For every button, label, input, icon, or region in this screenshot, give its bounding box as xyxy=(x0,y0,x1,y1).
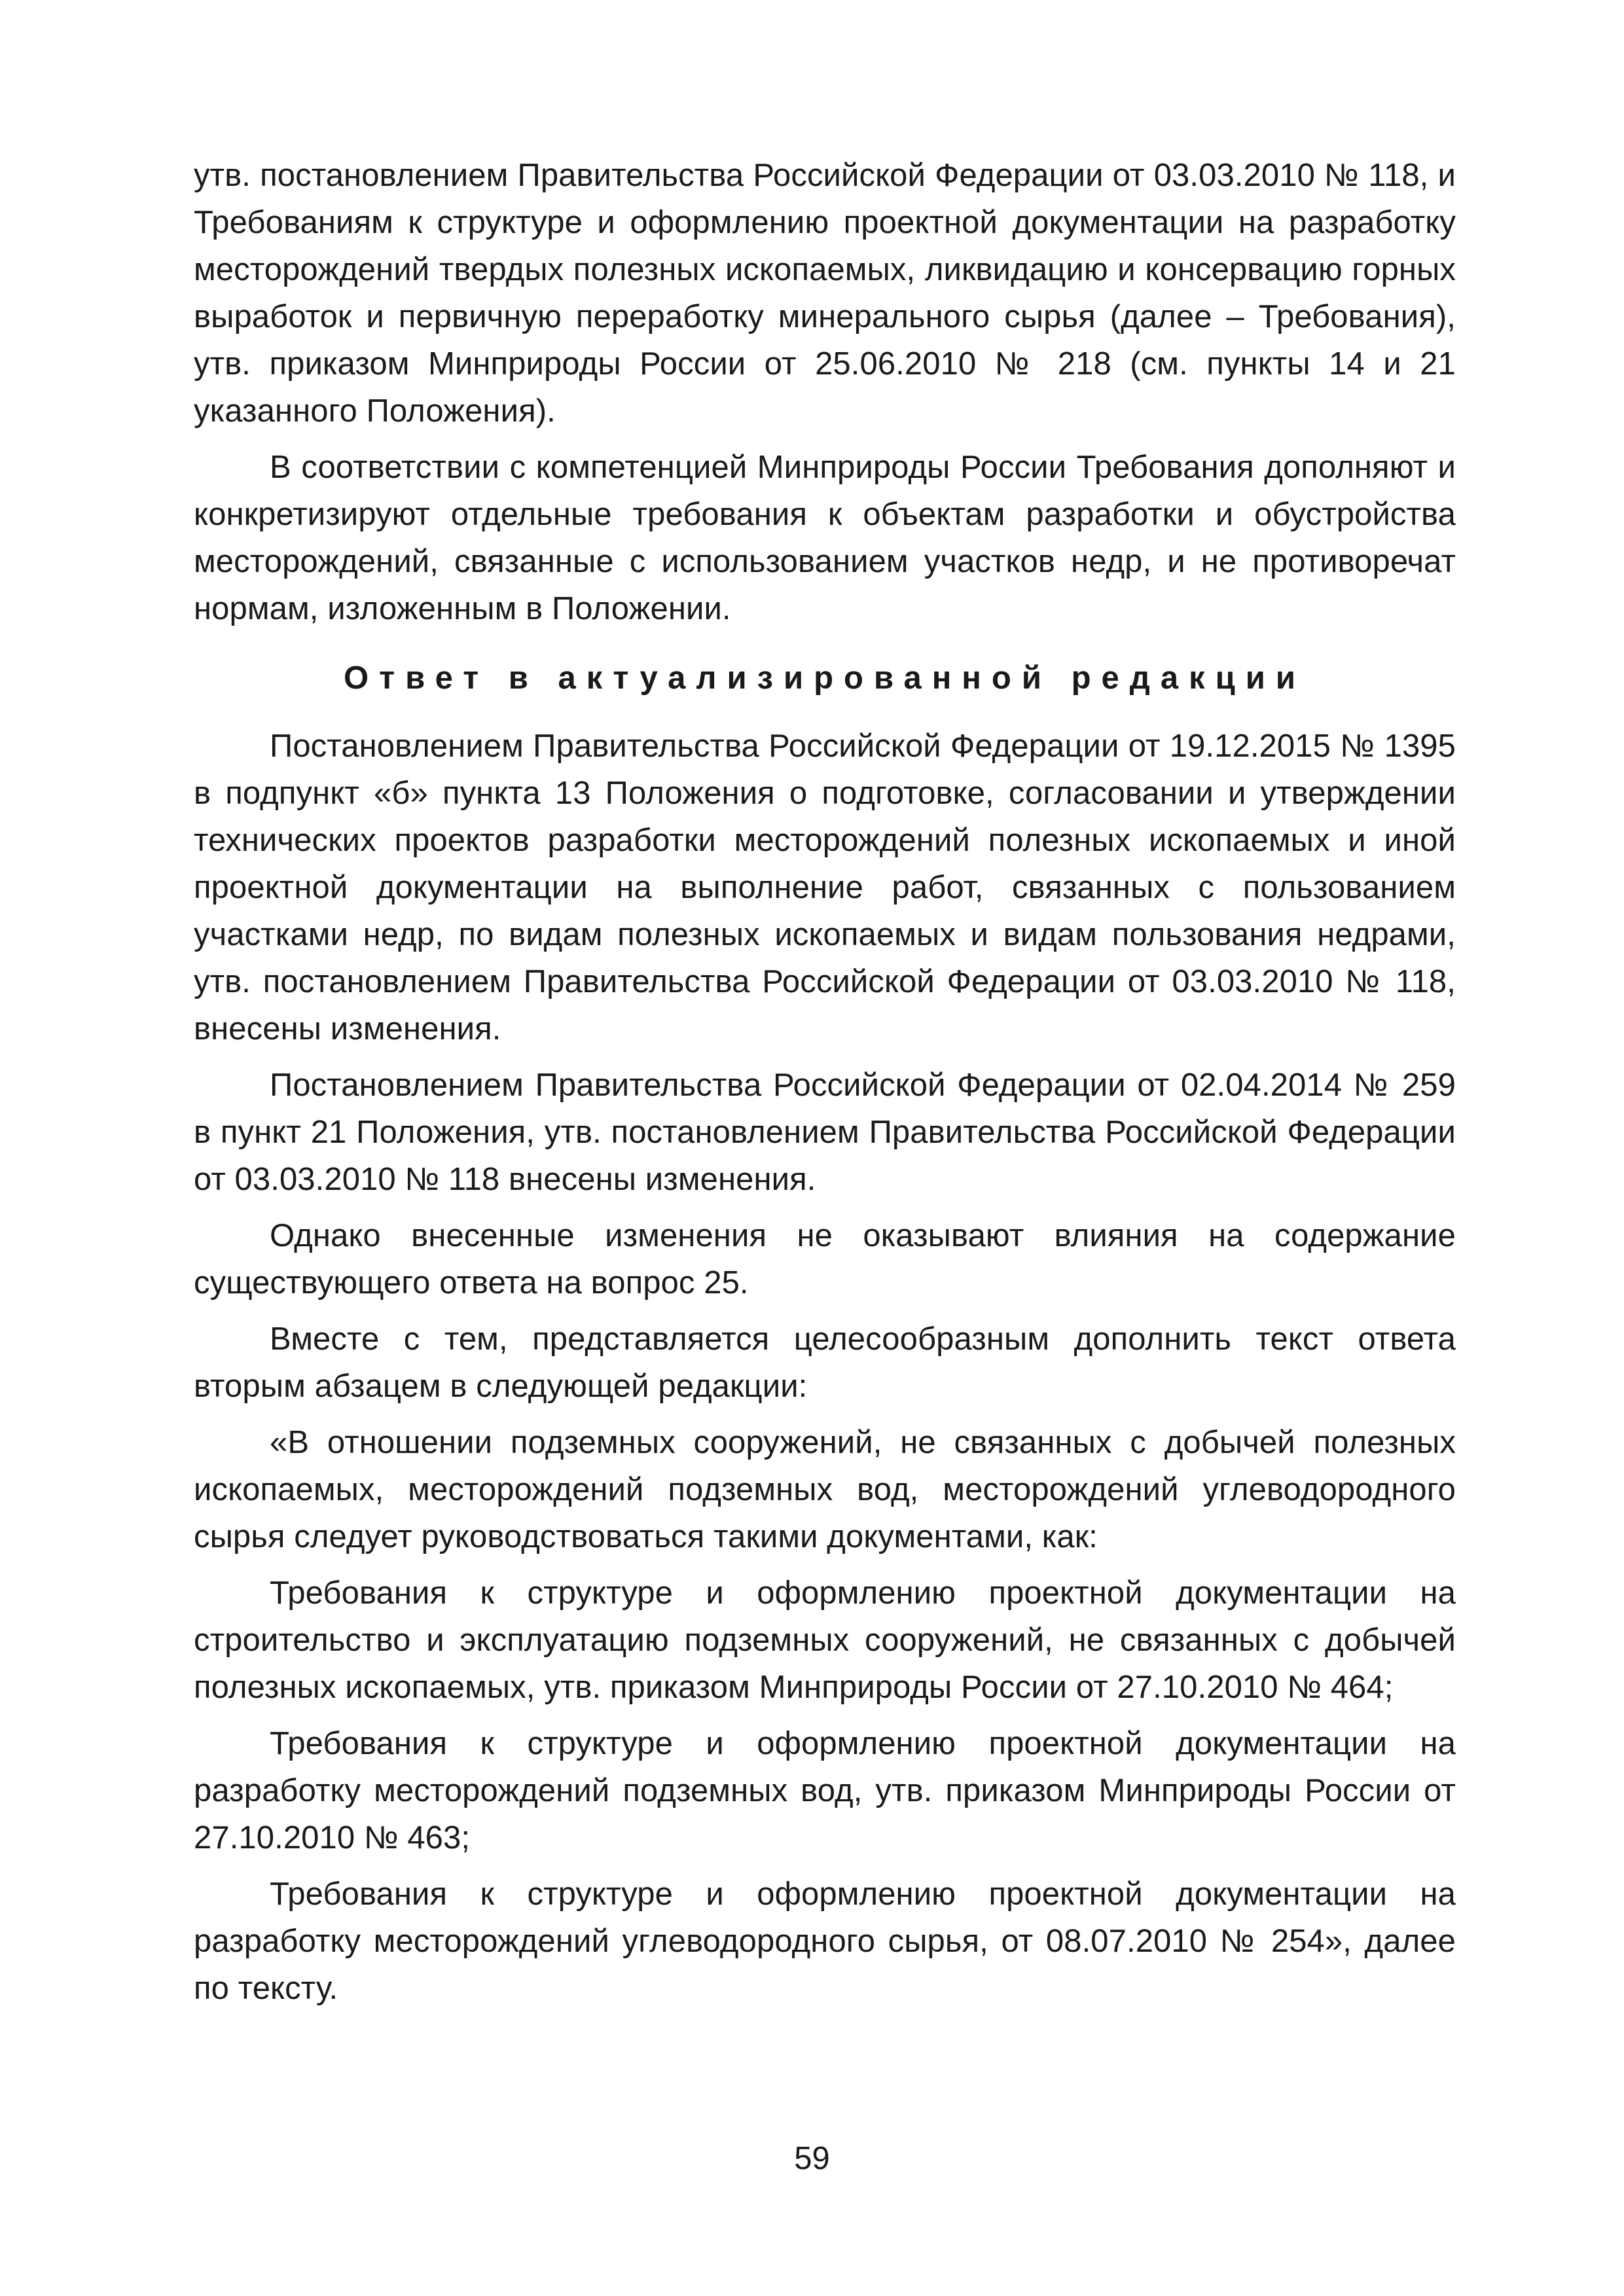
answer-paragraph: Вместе с тем, представляется целесообразным дополнить текст ответа вторым абзацем в следующей редакции: xyxy=(194,1321,1456,1404)
document-page xyxy=(194,152,1456,2021)
requirements-item: Требования к структуре и оформлению проектной документации на строительство и эксплуатацию подземных сооружений, не связанных с добычей полезных ископаемых, утв. приказом Минприроды России от 27.10.2010 № 464; xyxy=(194,1575,1456,1705)
answer-paragraph: Постановлением Правительства Российской Федерации от 02.04.2014 № 259 в пункт 21 Положения, утв. постановлением Правительства Российской Федерации от 03.03.2010 № 118 внесены изменения. xyxy=(194,1067,1456,1197)
answer-paragraph: Постановлением Правительства Российской Федерации от 19.12.2015 № 1395 в подпункт «б» пункта 13 Положения о подготовке, согласовании и утверждении технических проектов разработки месторождений полезных ископаемых и иной проектной документации на выполнение работ, связанных с пользованием участками недр, по видам полезных ископаемых и видам пользования недрами, утв. постановлением Правительства Российской Федерации от 03.03.2010 № 118, внесены изменения. xyxy=(194,728,1456,1047)
page-number: 59 xyxy=(794,2141,830,2176)
answer-paragraph: Однако внесенные изменения не оказывают влияния на содержание существующего ответа на вопрос 25. xyxy=(194,1218,1456,1300)
quoted-paragraph: «В отношении подземных сооружений, не связанных с добычей полезных ископаемых, месторождений подземных вод, месторождений углеводородного сырья следует руководствоваться такими документами, как: xyxy=(194,1425,1456,1554)
body-paragraph: В соответствии с компетенцией Минприроды России Требования дополняют и конкретизируют отдельные требования к объектам разработки и обустройства месторождений, связанные с использованием участков недр, и не противоречат нормам, изложенным в Положении. xyxy=(194,450,1456,626)
body-paragraph: утв. постановлением Правительства Российской Федерации от 03.03.2010 № 118, и Требованиям к структуре и оформлению проектной документации на разработку месторождений твердых полезных ископаемых, ликвидацию и консервацию горных выработок и первичную переработку минерального сырья (далее – Требования), утв. приказом Минприроды России от 25.06.2010 № 218 (см. пункты 14 и 21 указанного Положения). xyxy=(194,158,1456,429)
section-heading: Ответ в актуализированной редакции xyxy=(344,660,1306,696)
requirements-item: Требования к структуре и оформлению проектной документации на разработку месторождений подземных вод, утв. приказом Минприроды России от 27.10.2010 № 463; xyxy=(194,1726,1456,1856)
requirements-item: Требования к структуре и оформлению проектной документации на разработку месторождений углеводородного сырья, от 08.07.2010 № 254», далее по тексту. xyxy=(194,1876,1456,2006)
